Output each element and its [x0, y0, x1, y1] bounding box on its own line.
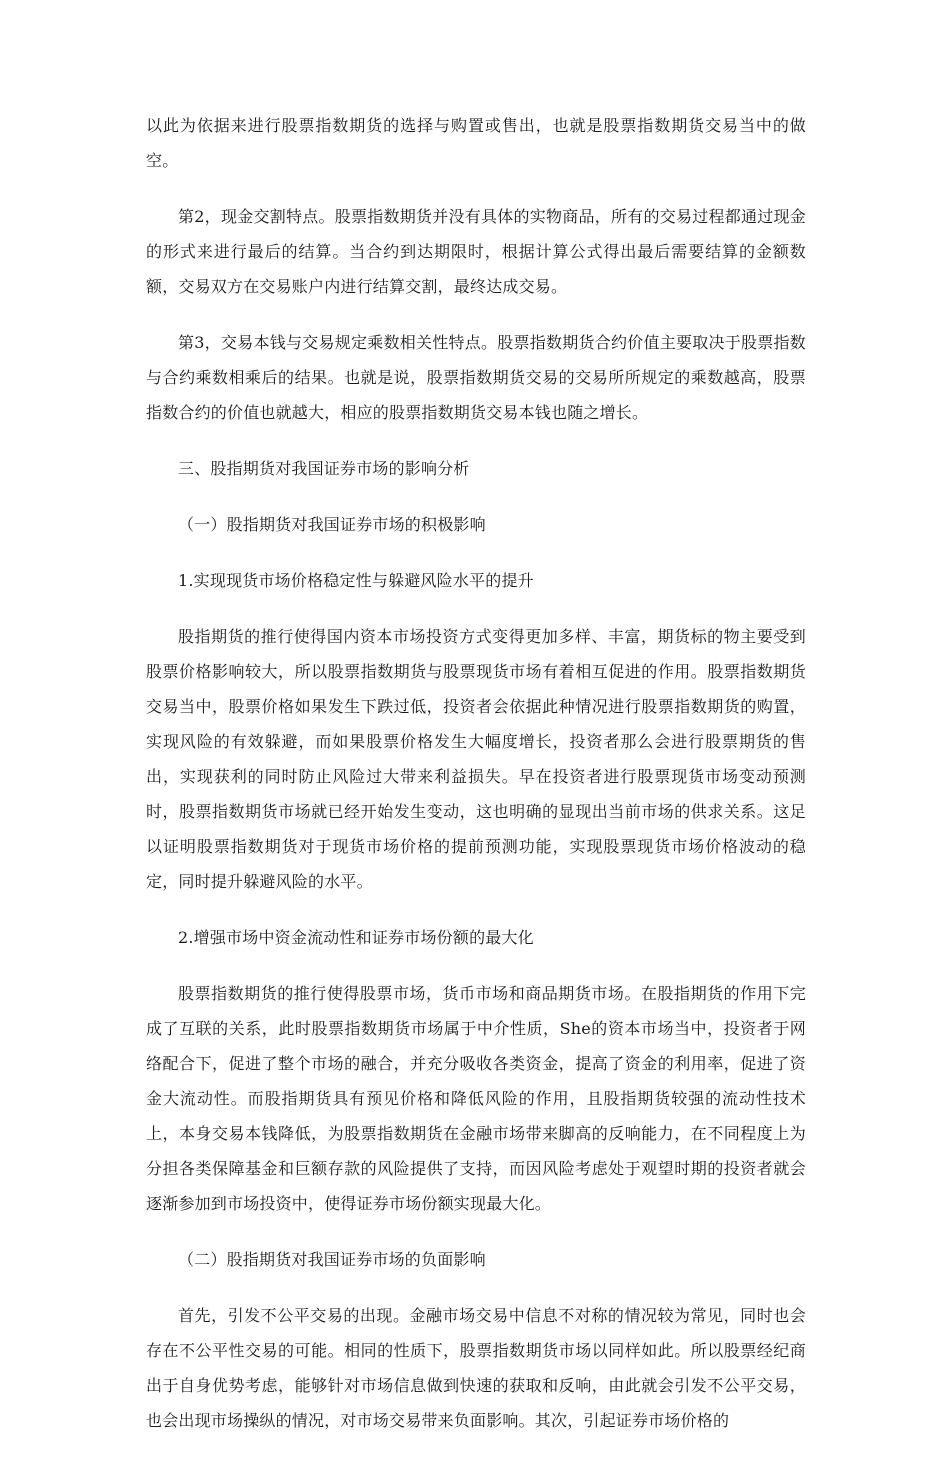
paragraph-cash-settlement: 第2，现金交割特点。股票指数期货并没有具体的实物商品，所有的交易过程都通过现金的形式来进行最后的结算。当合约到达期限时，根据计算公式得出最后需要结算的金额数额，交易双方在交易账户内进行结算交割，最终达成交易。: [146, 207, 806, 296]
paragraph-price-stability: 股指期货的推行使得国内资本市场投资方式变得更加多样、丰富，期货标的物主要受到股票价格影响较大，所以股票指数期货与股票现货市场有着相互促进的作用。股票指数期货交易当中，股票价格如果发生下跌过低，投资者会依据此种情况进行股票指数期货的购置，实现风险的有效躲避，而如果股票价格发生大幅度增长，投资者那么会进行股票期货的售出，实现获利的同时防止风险过大带来利益损失。早在投资者进行股票现货市场变动预测时，股票指数期货市场就已经开始发生变动，这也明确的显现出当前市场的供求关系。这足以证明股票指数期货对于现货市场价格的提前预测功能，实现股票现货市场价格波动的稳定，同时提升躲避风险的水平。: [146, 627, 806, 891]
paragraph-liquidity: 股票指数期货的推行使得股票市场，货币市场和商品期货市场。在股指期货的作用下完成了互联的关系，此时股票指数期货市场属于中介性质，She的资本市场当中，投资者于网络配合下，促进了整个市场的融合，并充分吸收各类资金，提高了资金的利用率，促进了资金大流动性。而股指期货具有预见价格和降低风险的作用，且股指期货较强的流动性技术上，本身交易本钱降低，为股票指数期货在金融市场带来脚高的反响能力，在不同程度上为分担各类保障基金和巨额存款的风险提供了支持，而因风险考虑处于观望时期的投资者就会逐渐参加到市场投资中，使得证券市场份额实现最大化。: [146, 984, 806, 1213]
item-heading-liquidity: 2.增强市场中资金流动性和证券市场份额的最大化: [178, 928, 534, 947]
section-heading-impact-analysis: 三、股指期货对我国证券市场的影响分析: [178, 459, 470, 478]
paragraph-unfair-trading: 首先，引发不公平交易的出现。金融市场交易中信息不对称的情况较为常见，同时也会存在不公平性交易的可能。相同的性质下，股票指数期货市场以同样如此。所以股票经纪商出于自身优势考虑，能够针对市场信息做到快速的获取和反响，由此就会引发不公平交易，也会出现市场操纵的情况，对市场交易带来负面影响。其次，引起证券市场价格的: [146, 1306, 806, 1430]
subsection-heading-positive: （一）股指期货对我国证券市场的积极影响: [178, 515, 486, 534]
paragraph-multiplier: 第3，交易本钱与交易规定乘数相关性特点。股票指数期货合约价值主要取决于股票指数与合约乘数相乘后的结果。也就是说，股票指数期货交易的交易所所规定的乘数越高，股票指数合约的价值也就越大，相应的股票指数期货交易本钱也随之增长。: [146, 333, 806, 422]
document-body: [146, 108, 806, 1459]
item-heading-price-stability: 1.实现现货市场价格稳定性与躲避风险水平的提升: [178, 571, 534, 590]
paragraph-continuation: 以此为依据来进行股票指数期货的选择与购置或售出，也就是股票指数期货交易当中的做空。: [146, 116, 806, 170]
subsection-heading-negative: （二）股指期货对我国证券市场的负面影响: [178, 1250, 486, 1269]
